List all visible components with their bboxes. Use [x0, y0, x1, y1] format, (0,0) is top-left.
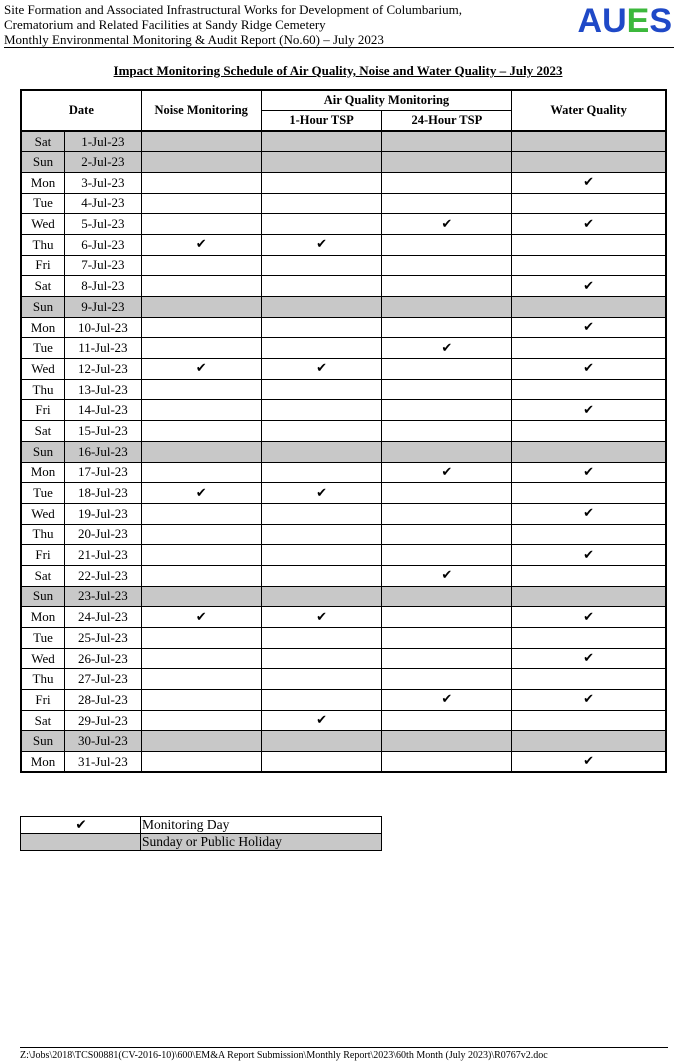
tsp-24hour-cell: [382, 483, 512, 504]
schedule-body: [21, 131, 666, 772]
header-line-3: Monthly Environmental Monitoring & Audit Report (No.60) – July 2023: [4, 32, 384, 47]
day-cell: Wed: [21, 648, 64, 669]
check-icon: ✔: [583, 547, 595, 563]
tsp-24hour-cell: [382, 276, 512, 297]
water-quality-cell: [512, 379, 666, 400]
tsp-24hour-cell: [382, 648, 512, 669]
date-cell: 9-Jul-23: [64, 297, 141, 318]
logo-letter-e: E: [626, 2, 650, 40]
check-icon: ✔: [441, 464, 453, 480]
day-cell: Sat: [21, 276, 64, 297]
date-cell: 30-Jul-23: [64, 731, 141, 752]
table-row: [21, 731, 666, 752]
check-icon: ✔: [583, 216, 595, 232]
tsp-24hour-cell: [382, 359, 512, 380]
tsp-24hour-cell: [382, 690, 512, 711]
table-row: [21, 607, 666, 628]
tsp-24hour-cell: [382, 752, 512, 773]
tsp-1hour-cell: [261, 565, 382, 586]
date-cell: 8-Jul-23: [64, 276, 141, 297]
monitoring-schedule-table: [20, 89, 667, 773]
date-cell: 5-Jul-23: [64, 214, 141, 235]
check-icon: ✔: [583, 361, 595, 377]
noise-cell: [141, 379, 261, 400]
date-cell: 13-Jul-23: [64, 379, 141, 400]
noise-cell: [141, 710, 261, 731]
tsp-1hour-cell: [261, 752, 382, 773]
noise-cell: [141, 193, 261, 214]
water-quality-cell: [512, 710, 666, 731]
tsp-24hour-cell: [382, 503, 512, 524]
header-24hour-tsp: 24-Hour TSP: [382, 111, 512, 132]
noise-cell: [141, 648, 261, 669]
water-quality-cell: [512, 690, 666, 711]
tsp-1hour-cell: [261, 152, 382, 173]
tsp-1hour-cell: [261, 131, 382, 152]
day-cell: Sun: [21, 731, 64, 752]
day-cell: Fri: [21, 545, 64, 566]
tsp-1hour-cell: [261, 690, 382, 711]
tsp-24hour-cell: [382, 379, 512, 400]
tsp-24hour-cell: [382, 193, 512, 214]
table-row: [21, 400, 666, 421]
tsp-1hour-cell: [261, 400, 382, 421]
header-water-quality: Water Quality: [512, 90, 666, 131]
legend-table: [20, 816, 382, 851]
file-path-footer: Z:\Jobs\2018\TCS00881(CV-2016-10)\600\EM&A Report Submission\Monthly Report\2023\60th Month (July 2023)\R0767v2.doc: [20, 1047, 668, 1061]
water-quality-cell: [512, 586, 666, 607]
date-cell: 2-Jul-23: [64, 152, 141, 173]
check-icon: ✔: [583, 609, 595, 625]
water-quality-cell: [512, 297, 666, 318]
date-cell: 10-Jul-23: [64, 317, 141, 338]
check-icon: ✔: [583, 651, 595, 667]
check-icon: ✔: [441, 340, 453, 356]
noise-cell: [141, 731, 261, 752]
tsp-1hour-cell: [261, 379, 382, 400]
water-quality-cell: [512, 255, 666, 276]
tsp-24hour-cell: [382, 731, 512, 752]
tsp-1hour-cell: [261, 214, 382, 235]
header-noise: Noise Monitoring: [141, 90, 261, 131]
water-quality-cell: [512, 338, 666, 359]
tsp-1hour-cell: [261, 441, 382, 462]
day-cell: Sat: [21, 131, 64, 152]
noise-cell: [141, 441, 261, 462]
table-row: [21, 255, 666, 276]
logo-letter-s: S: [649, 2, 672, 40]
date-cell: 11-Jul-23: [64, 338, 141, 359]
tsp-1hour-cell: [261, 462, 382, 483]
logo-letter-u: U: [602, 2, 627, 40]
table-row: [21, 586, 666, 607]
table-row: [21, 317, 666, 338]
tsp-24hour-cell: [382, 297, 512, 318]
table-row: [21, 503, 666, 524]
check-icon: ✔: [195, 237, 207, 253]
noise-cell: [141, 359, 261, 380]
noise-cell: [141, 752, 261, 773]
legend-holiday-label: Sunday or Public Holiday: [141, 834, 382, 851]
date-cell: 4-Jul-23: [64, 193, 141, 214]
header-date: Date: [21, 90, 141, 131]
noise-cell: [141, 255, 261, 276]
table-row: [21, 752, 666, 773]
table-row: [21, 172, 666, 193]
day-cell: Mon: [21, 462, 64, 483]
report-header: [4, 0, 674, 48]
check-icon: ✔: [583, 278, 595, 294]
table-row: [21, 152, 666, 173]
water-quality-cell: [512, 359, 666, 380]
water-quality-cell: [512, 731, 666, 752]
date-cell: 21-Jul-23: [64, 545, 141, 566]
table-row: [21, 214, 666, 235]
check-icon: ✔: [316, 485, 328, 501]
day-cell: Tue: [21, 193, 64, 214]
date-cell: 31-Jul-23: [64, 752, 141, 773]
noise-cell: [141, 317, 261, 338]
day-cell: Sat: [21, 565, 64, 586]
water-quality-cell: [512, 131, 666, 152]
tsp-1hour-cell: [261, 648, 382, 669]
legend-check-icon: ✔: [21, 817, 141, 834]
water-quality-cell: [512, 752, 666, 773]
check-icon: ✔: [583, 754, 595, 770]
table-row: [21, 379, 666, 400]
day-cell: Tue: [21, 628, 64, 649]
day-cell: Sun: [21, 297, 64, 318]
date-cell: 6-Jul-23: [64, 234, 141, 255]
tsp-1hour-cell: [261, 297, 382, 318]
day-cell: Mon: [21, 607, 64, 628]
date-cell: 23-Jul-23: [64, 586, 141, 607]
date-cell: 22-Jul-23: [64, 565, 141, 586]
check-icon: ✔: [195, 361, 207, 377]
tsp-1hour-cell: [261, 586, 382, 607]
tsp-24hour-cell: [382, 628, 512, 649]
noise-cell: [141, 421, 261, 442]
tsp-24hour-cell: [382, 607, 512, 628]
date-cell: 1-Jul-23: [64, 131, 141, 152]
day-cell: Mon: [21, 752, 64, 773]
water-quality-cell: [512, 669, 666, 690]
day-cell: Sun: [21, 152, 64, 173]
check-icon: ✔: [583, 506, 595, 522]
tsp-1hour-cell: [261, 234, 382, 255]
water-quality-cell: [512, 628, 666, 649]
tsp-24hour-cell: [382, 565, 512, 586]
tsp-24hour-cell: [382, 152, 512, 173]
water-quality-cell: [512, 565, 666, 586]
water-quality-cell: [512, 152, 666, 173]
tsp-1hour-cell: [261, 607, 382, 628]
noise-cell: [141, 338, 261, 359]
date-cell: 16-Jul-23: [64, 441, 141, 462]
header-line-2: Crematorium and Related Facilities at Sandy Ridge Cemetery: [4, 17, 326, 32]
check-icon: ✔: [441, 216, 453, 232]
tsp-24hour-cell: [382, 172, 512, 193]
date-cell: 29-Jul-23: [64, 710, 141, 731]
noise-cell: [141, 607, 261, 628]
noise-cell: [141, 503, 261, 524]
water-quality-cell: [512, 400, 666, 421]
noise-cell: [141, 483, 261, 504]
tsp-1hour-cell: [261, 193, 382, 214]
tsp-24hour-cell: [382, 255, 512, 276]
water-quality-cell: [512, 234, 666, 255]
table-row: [21, 193, 666, 214]
noise-cell: [141, 152, 261, 173]
tsp-1hour-cell: [261, 255, 382, 276]
header-air-quality: Air Quality Monitoring: [261, 90, 512, 111]
date-cell: 20-Jul-23: [64, 524, 141, 545]
table-row: [21, 648, 666, 669]
day-cell: Fri: [21, 255, 64, 276]
day-cell: Thu: [21, 669, 64, 690]
water-quality-cell: [512, 545, 666, 566]
tsp-1hour-cell: [261, 172, 382, 193]
table-row: [21, 338, 666, 359]
tsp-24hour-cell: [382, 710, 512, 731]
table-row: [21, 690, 666, 711]
check-icon: ✔: [195, 485, 207, 501]
legend-grey-swatch: [21, 834, 141, 851]
water-quality-cell: [512, 503, 666, 524]
tsp-24hour-cell: [382, 524, 512, 545]
tsp-24hour-cell: [382, 586, 512, 607]
table-row: [21, 276, 666, 297]
noise-cell: [141, 690, 261, 711]
tsp-1hour-cell: [261, 421, 382, 442]
noise-cell: [141, 276, 261, 297]
noise-cell: [141, 234, 261, 255]
table-row: [21, 524, 666, 545]
tsp-1hour-cell: [261, 710, 382, 731]
noise-cell: [141, 297, 261, 318]
check-icon: ✔: [316, 361, 328, 377]
tsp-24hour-cell: [382, 441, 512, 462]
day-cell: Thu: [21, 379, 64, 400]
day-cell: Wed: [21, 359, 64, 380]
water-quality-cell: [512, 193, 666, 214]
noise-cell: [141, 669, 261, 690]
tsp-1hour-cell: [261, 524, 382, 545]
water-quality-cell: [512, 421, 666, 442]
tsp-1hour-cell: [261, 628, 382, 649]
noise-cell: [141, 524, 261, 545]
tsp-1hour-cell: [261, 503, 382, 524]
water-quality-cell: [512, 462, 666, 483]
tsp-24hour-cell: [382, 131, 512, 152]
day-cell: Wed: [21, 214, 64, 235]
tsp-24hour-cell: [382, 669, 512, 690]
day-cell: Thu: [21, 524, 64, 545]
tsp-24hour-cell: [382, 545, 512, 566]
check-icon: ✔: [583, 320, 595, 336]
day-cell: Sat: [21, 421, 64, 442]
noise-cell: [141, 462, 261, 483]
date-cell: 7-Jul-23: [64, 255, 141, 276]
day-cell: Wed: [21, 503, 64, 524]
noise-cell: [141, 172, 261, 193]
tsp-1hour-cell: [261, 276, 382, 297]
check-icon: ✔: [583, 402, 595, 418]
check-icon: ✔: [583, 175, 595, 191]
date-cell: 17-Jul-23: [64, 462, 141, 483]
water-quality-cell: [512, 441, 666, 462]
check-icon: ✔: [583, 692, 595, 708]
tsp-1hour-cell: [261, 483, 382, 504]
tsp-24hour-cell: [382, 234, 512, 255]
date-cell: 27-Jul-23: [64, 669, 141, 690]
tsp-24hour-cell: [382, 338, 512, 359]
water-quality-cell: [512, 276, 666, 297]
date-cell: 14-Jul-23: [64, 400, 141, 421]
noise-cell: [141, 214, 261, 235]
day-cell: Fri: [21, 690, 64, 711]
table-row: [21, 462, 666, 483]
tsp-24hour-cell: [382, 317, 512, 338]
date-cell: 25-Jul-23: [64, 628, 141, 649]
date-cell: 12-Jul-23: [64, 359, 141, 380]
table-row: [21, 669, 666, 690]
table-row: [21, 359, 666, 380]
table-row: [21, 710, 666, 731]
check-icon: ✔: [316, 713, 328, 729]
noise-cell: [141, 131, 261, 152]
water-quality-cell: [512, 483, 666, 504]
day-cell: Mon: [21, 172, 64, 193]
check-icon: ✔: [441, 568, 453, 584]
header-line-1: Site Formation and Associated Infrastructural Works for Development of Columbarium,: [4, 2, 462, 17]
table-row: [21, 234, 666, 255]
table-row: [21, 297, 666, 318]
tsp-24hour-cell: [382, 421, 512, 442]
table-row: [21, 628, 666, 649]
day-cell: Mon: [21, 317, 64, 338]
tsp-1hour-cell: [261, 317, 382, 338]
legend-monitoring-label: Monitoring Day: [141, 817, 382, 834]
day-cell: Sat: [21, 710, 64, 731]
check-icon: ✔: [441, 692, 453, 708]
aues-logo: [578, 2, 673, 40]
water-quality-cell: [512, 214, 666, 235]
day-cell: Sun: [21, 586, 64, 607]
table-row: [21, 545, 666, 566]
tsp-1hour-cell: [261, 669, 382, 690]
water-quality-cell: [512, 524, 666, 545]
table-row: [21, 441, 666, 462]
day-cell: Thu: [21, 234, 64, 255]
date-cell: 19-Jul-23: [64, 503, 141, 524]
table-row: [21, 483, 666, 504]
table-row: [21, 131, 666, 152]
date-cell: 18-Jul-23: [64, 483, 141, 504]
tsp-1hour-cell: [261, 731, 382, 752]
noise-cell: [141, 628, 261, 649]
water-quality-cell: [512, 172, 666, 193]
tsp-24hour-cell: [382, 400, 512, 421]
date-cell: 15-Jul-23: [64, 421, 141, 442]
noise-cell: [141, 565, 261, 586]
date-cell: 3-Jul-23: [64, 172, 141, 193]
tsp-1hour-cell: [261, 545, 382, 566]
tsp-1hour-cell: [261, 359, 382, 380]
table-row: [21, 421, 666, 442]
day-cell: Tue: [21, 483, 64, 504]
water-quality-cell: [512, 648, 666, 669]
date-cell: 24-Jul-23: [64, 607, 141, 628]
check-icon: ✔: [316, 237, 328, 253]
logo-letter-a: A: [577, 2, 603, 40]
schedule-title: Impact Monitoring Schedule of Air Quality, Noise and Water Quality – July 2023: [113, 63, 563, 78]
noise-cell: [141, 400, 261, 421]
water-quality-cell: [512, 607, 666, 628]
date-cell: 26-Jul-23: [64, 648, 141, 669]
tsp-1hour-cell: [261, 338, 382, 359]
date-cell: 28-Jul-23: [64, 690, 141, 711]
check-icon: ✔: [316, 609, 328, 625]
day-cell: Fri: [21, 400, 64, 421]
check-icon: ✔: [195, 609, 207, 625]
table-row: [21, 565, 666, 586]
noise-cell: [141, 586, 261, 607]
day-cell: Sun: [21, 441, 64, 462]
header-1hour-tsp: 1-Hour TSP: [261, 111, 382, 132]
check-icon: ✔: [583, 464, 595, 480]
noise-cell: [141, 545, 261, 566]
tsp-24hour-cell: [382, 214, 512, 235]
tsp-24hour-cell: [382, 462, 512, 483]
water-quality-cell: [512, 317, 666, 338]
day-cell: Tue: [21, 338, 64, 359]
header-text: [4, 2, 462, 47]
